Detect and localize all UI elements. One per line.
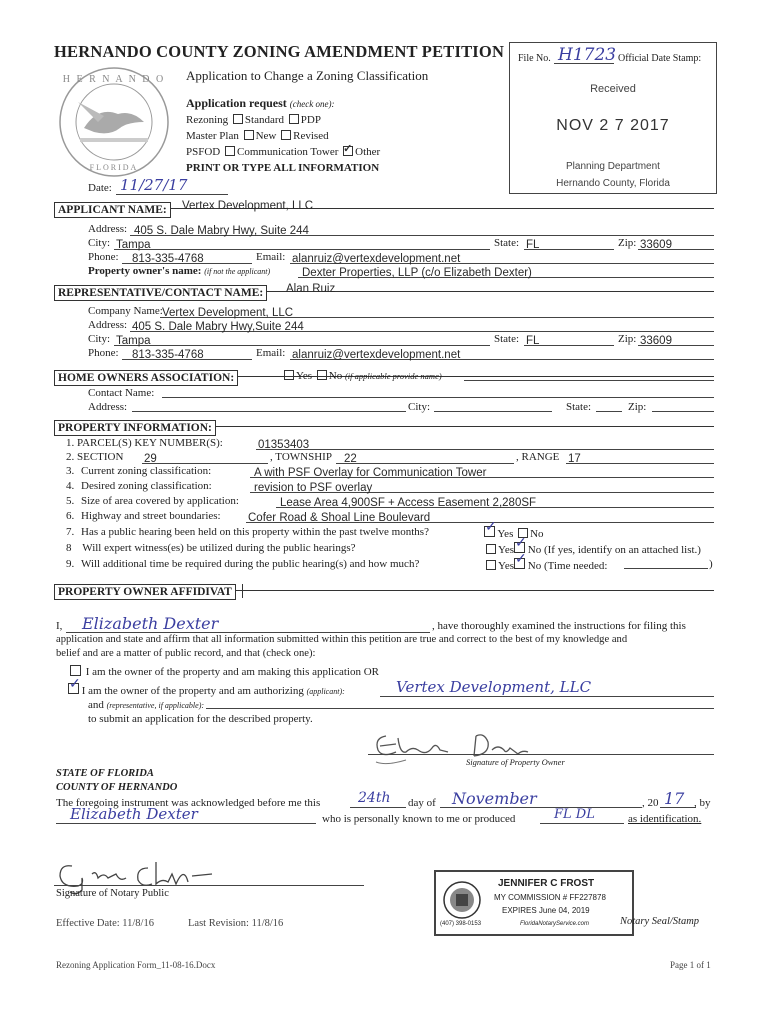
master-plan-revised-checkbox[interactable]: [281, 130, 291, 140]
township-field[interactable]: 22: [336, 449, 514, 464]
page-number: Page 1 of 1: [670, 960, 711, 970]
applicant-state-field[interactable]: FL: [524, 235, 614, 250]
parcel-number-field[interactable]: 01353403: [256, 435, 714, 450]
notary-seal-label: Notary Seal/Stamp: [620, 916, 700, 927]
rep-company-field[interactable]: Vertex Development, LLC: [160, 303, 714, 318]
hoa-contact-label: Contact Name:: [88, 387, 155, 399]
desired-zoning-field[interactable]: revision to PSF overlay: [250, 478, 714, 493]
county-seal-icon: [58, 66, 170, 178]
hoa-yes-checkbox[interactable]: [284, 370, 294, 380]
affidavit-text-2: application and state and affirm that all information submitted within this petition are true and correct to the best of my knowledge and: [56, 634, 628, 645]
township-label: , TOWNSHIP: [270, 451, 332, 463]
street-boundaries-field[interactable]: Cofer Road & Shoal Line Boulevard: [246, 508, 714, 523]
owner-signature-label: Signature of Property Owner: [466, 757, 565, 767]
hoa-contact-field[interactable]: [162, 397, 714, 398]
owner-name-field[interactable]: Dexter Properties, LLP (c/o Elizabeth Dexter): [298, 263, 714, 278]
authorized-applicant-field[interactable]: Vertex Development, LLC: [380, 678, 714, 697]
hoa-state-label: State:: [566, 401, 592, 413]
master-plan-new-checkbox[interactable]: [244, 130, 254, 140]
last-revision: Last Revision: 11/8/16: [188, 918, 284, 929]
effective-date: Effective Date: 11/8/16: [56, 918, 154, 929]
range-label: , RANGE: [516, 451, 560, 463]
rep-city-field[interactable]: Tampa: [114, 331, 490, 346]
property-item-2: 2. SECTION: [66, 451, 124, 463]
psfod-other-checkbox[interactable]: [343, 146, 353, 156]
applicant-email-label: Email:: [256, 251, 286, 263]
notary-year-field[interactable]: 17: [660, 789, 696, 808]
affidavit-text-1: , have thoroughly examined the instructions for filing this: [432, 620, 686, 632]
affidavit-option-2: ✓ I am the owner of the property and am authorizing (applicant):: [68, 683, 345, 697]
rep-state-field[interactable]: FL: [524, 331, 614, 346]
rezoning-pdp-checkbox[interactable]: [289, 114, 299, 124]
rep-zip-field[interactable]: 33609: [638, 331, 714, 346]
hoa-no-checkbox[interactable]: [317, 370, 327, 380]
date-field[interactable]: 11/27/17: [116, 176, 228, 195]
rep-zip-label: Zip:: [618, 333, 637, 345]
property-item-7: 7. Has a public hearing been held on this property within the past twelve months?: [66, 526, 429, 538]
affidavit-option-1: I am the owner of the property and am making this application OR: [68, 665, 379, 678]
hoa-yes-no: Yes No (if applicable provide name): [282, 370, 442, 382]
rezoning-standard-checkbox[interactable]: [233, 114, 243, 124]
section-field[interactable]: 29: [142, 449, 268, 464]
rep-state-label: State:: [494, 333, 520, 345]
rep-address-label: Address:: [88, 319, 128, 331]
application-request: Application request (check one): Rezoning Standard PDP Master Plan New Revised PSFOD Communication Tower ✓ Other PRINT OR TYPE ALL INFORMATION: [186, 95, 380, 176]
owner-authorizing-checkbox[interactable]: [68, 683, 79, 694]
property-item-5: 5. Size of area covered by application:: [66, 495, 239, 507]
affidavit-submit-text: to submit an application for the described property.: [88, 713, 313, 725]
hoa-address-label: Address:: [88, 401, 128, 413]
psfod-comm-tower-checkbox[interactable]: [225, 146, 235, 156]
rep-city-label: City:: [88, 333, 111, 345]
additional-time-options: Yes✓ No (Time needed:: [484, 558, 607, 572]
time-needed-field[interactable]: [624, 568, 708, 569]
svg-text:FLORIDA: FLORIDA: [89, 163, 139, 172]
notary-known-text: who is personally known to me or produced: [322, 813, 516, 825]
hearing-held-options: ✓ Yes No: [484, 526, 544, 540]
notary-signature-label: Signature of Notary Public: [56, 888, 169, 899]
applicant-name-value[interactable]: Vertex Development, LLC: [182, 200, 314, 212]
notary-stamp: JENNIFER C FROST MY COMMISSION # FF227878 EXPIRES June 04, 2019 (407) 398-0153 FloridaNotaryService.com: [434, 870, 634, 936]
official-stamp-box: File No. H1723 Official Date Stamp: Received NOV 2 7 2017 Planning Department Hernando County, Florida: [509, 42, 717, 194]
applicant-state-label: State:: [494, 237, 520, 249]
rep-email-label: Email:: [256, 347, 286, 359]
affidavit-section-label: PROPERTY OWNER AFFIDIVAT: [54, 584, 236, 600]
notary-month-field[interactable]: November: [440, 789, 642, 808]
rep-phone-field[interactable]: 813-335-4768: [122, 345, 252, 360]
rep-company-label: Company Name:: [88, 305, 163, 317]
rep-email-field[interactable]: alanruiz@vertexdevelopment.net: [290, 345, 714, 360]
hoa-zip-label: Zip:: [628, 401, 647, 413]
owner-making-application-checkbox[interactable]: [70, 665, 81, 676]
applicant-address-label: Address:: [88, 223, 128, 235]
applicant-email-field[interactable]: alanruiz@vertexdevelopment.net: [290, 249, 714, 264]
applicant-city-label: City:: [88, 237, 111, 249]
notary-state: STATE OF FLORIDA: [56, 768, 154, 779]
rep-phone-label: Phone:: [88, 347, 119, 359]
applicant-phone-label: Phone:: [88, 251, 119, 263]
hoa-zip-field[interactable]: [652, 411, 714, 412]
applicant-zip-field[interactable]: 33609: [638, 235, 714, 250]
owner-name-label: Property owner's name: (if not the applicant): [88, 265, 271, 277]
notary-as-id: as identification.: [628, 813, 702, 825]
date-label: Date:: [88, 182, 112, 194]
notary-by: , by: [694, 797, 711, 809]
applicant-section-label: APPLICANT NAME:: [54, 202, 171, 218]
notary-day-of: day of: [408, 797, 436, 809]
hoa-city-label: City:: [408, 401, 431, 413]
authorized-representative-field[interactable]: [206, 708, 714, 709]
notary-day-field[interactable]: 24th: [350, 789, 406, 808]
notary-year-prefix: , 20: [642, 797, 659, 809]
applicant-zip-label: Zip:: [618, 237, 637, 249]
property-item-3: 3. Current zoning classification:: [66, 465, 212, 477]
hoa-city-field[interactable]: [434, 411, 552, 412]
current-zoning-field[interactable]: A with PSF Overlay for Communication Tower: [250, 463, 714, 478]
property-section-label: PROPERTY INFORMATION:: [54, 420, 216, 436]
affidavit-i-label: I,: [56, 620, 63, 632]
hoa-section-label: HOME OWNERS ASSOCIATION:: [54, 370, 238, 386]
notary-id-field[interactable]: FL DL: [540, 805, 624, 824]
form-name: Rezoning Application Form_11-08-16.Docx: [56, 960, 216, 970]
property-item-8: 8 Will expert witness(es) be utilized during the public hearings?: [66, 542, 356, 554]
applicant-phone-field[interactable]: 813-335-4768: [122, 249, 252, 264]
affidavit-text-3: belief and are a matter of public record, and that (check one):: [56, 648, 316, 659]
range-field[interactable]: 17: [566, 449, 714, 464]
notary-ack-text: The foregoing instrument was acknowledged before me this: [56, 797, 321, 809]
property-item-9: 9. Will additional time be required during the public hearing(s) and how much?: [66, 558, 420, 570]
property-item-1: 1. PARCEL(S) KEY NUMBER(S):: [66, 437, 223, 449]
additional-time-no-checkbox[interactable]: [514, 558, 525, 569]
expert-witness-yes-checkbox[interactable]: [486, 544, 496, 554]
hoa-state-field[interactable]: [596, 411, 622, 412]
affidavit-and-line: and (representative, if applicable):: [88, 699, 205, 711]
affidavit-owner-name-field[interactable]: Elizabeth Dexter: [66, 614, 430, 633]
hearing-held-yes-checkbox[interactable]: [484, 526, 495, 537]
notary-county: COUNTY OF HERNANDO: [56, 782, 178, 793]
hoa-name-field[interactable]: [464, 380, 714, 381]
expert-witness-options: Yes✓ No (If yes, identify on an attached list.): [484, 542, 701, 556]
additional-time-yes-checkbox[interactable]: [486, 560, 496, 570]
svg-text:H E R N A N D O: H E R N A N D O: [62, 74, 166, 85]
applicant-address-field[interactable]: 405 S. Dale Mabry Hwy, Suite 244: [130, 221, 714, 236]
area-size-field[interactable]: Lease Area 4,900SF + Access Easement 2,280SF: [276, 493, 714, 508]
notary-seal-icon: [442, 880, 482, 920]
rep-address-field[interactable]: 405 S. Dale Mabry Hwy,Suite 244: [130, 317, 714, 332]
property-item-6: 6. Highway and street boundaries:: [66, 510, 221, 522]
property-item-4: 4. Desired zoning classification:: [66, 480, 212, 492]
representative-name-value[interactable]: Alan Ruiz: [286, 283, 336, 295]
notary-person-name-field[interactable]: Elizabeth Dexter: [56, 805, 316, 824]
applicant-city-field[interactable]: Tampa: [114, 235, 490, 250]
hoa-address-field[interactable]: [132, 411, 406, 412]
page-subtitle: Application to Change a Zoning Classification: [186, 68, 429, 83]
page-title: HERNANDO COUNTY ZONING AMENDMENT PETITION: [54, 42, 505, 61]
representative-section-label: REPRESENTATIVE/CONTACT NAME:: [54, 285, 267, 301]
